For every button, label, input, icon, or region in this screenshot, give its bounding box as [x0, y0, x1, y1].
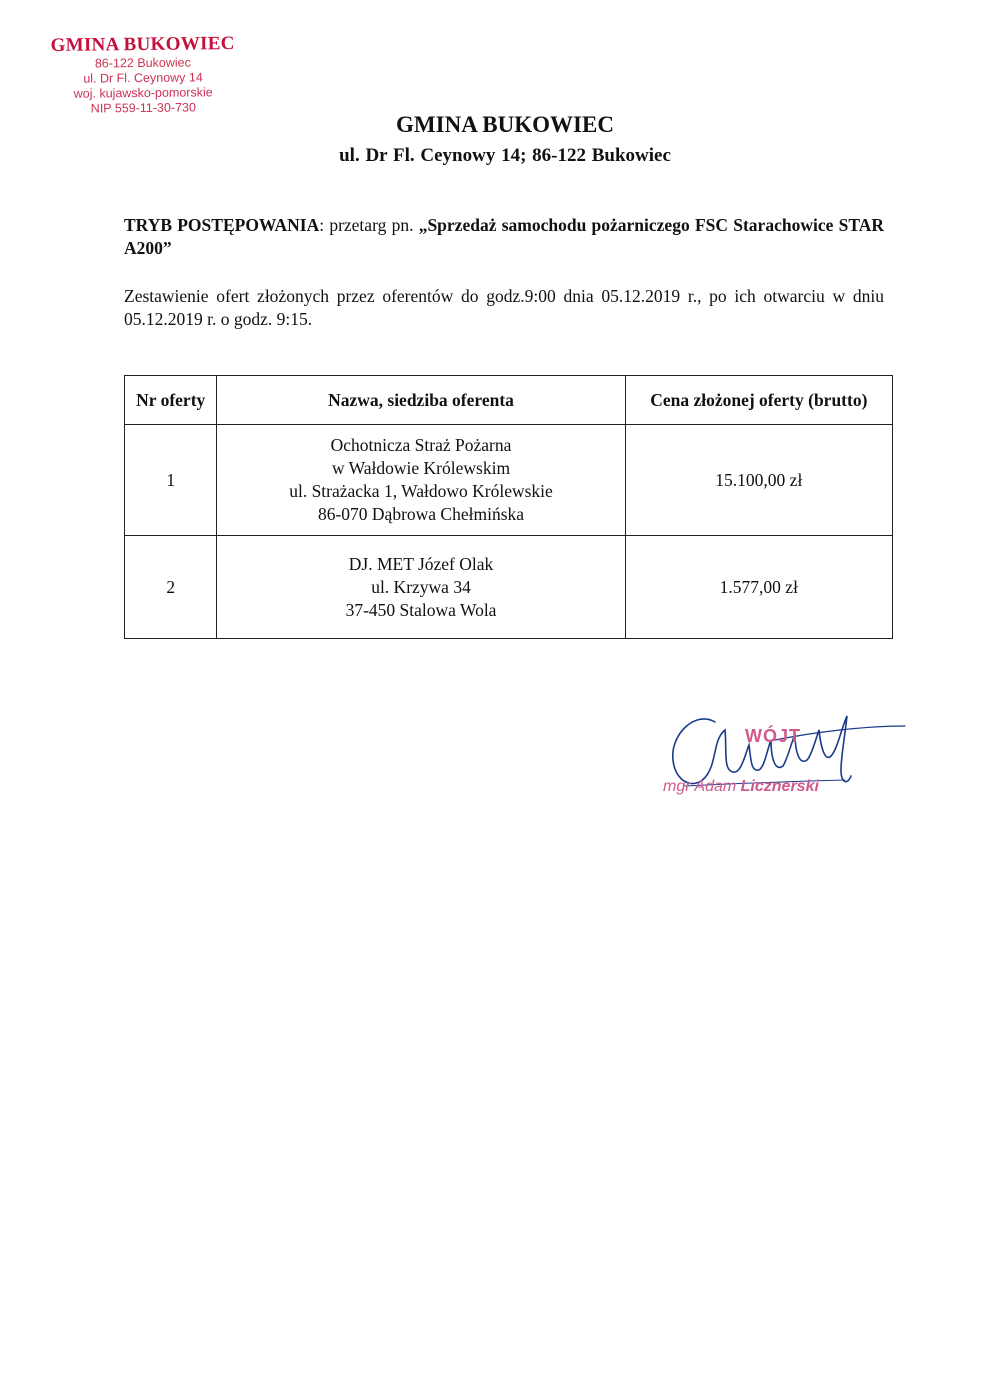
- bidder-line: ul. Krzywa 34: [371, 576, 471, 597]
- bidder-details: [217, 425, 625, 536]
- procedure-text: : przetarg pn.: [319, 215, 419, 235]
- summary-paragraph: Zestawienie ofert złożonych przez oferentów do godz.9:00 dnia 05.12.2019 r., po ich otwarciu w dniu 05.12.2019 r. o godz. 9:15.: [124, 286, 884, 329]
- document-address: ul. Dr Fl. Ceynowy 14; 86-122 Bukowiec: [339, 145, 671, 166]
- stamp-line-nip: NIP 559-11-30-730: [90, 100, 196, 116]
- procedure-paragraph: [124, 214, 884, 260]
- bidder-line: 37-450 Stalowa Wola: [345, 599, 497, 620]
- signature-name-prefix: mgr Adam: [663, 778, 741, 795]
- signature-block: [655, 700, 915, 810]
- stamp-line-postal: 86-122 Bukowiec: [94, 55, 191, 71]
- procedure-label: TRYB POSTĘPOWANIA: [124, 215, 320, 235]
- stamp-name: GMINA BUKOWIEC: [50, 33, 235, 56]
- bidder-line: Ochotnicza Straż Pożarna: [330, 435, 512, 455]
- header-offer-price: Cena złożonej oferty (brutto): [625, 376, 892, 425]
- document-title: GMINA BUKOWIEC: [396, 112, 614, 137]
- offers-table: [124, 375, 893, 639]
- stamp-line-street: ul. Dr Fl. Ceynowy 14: [83, 70, 203, 86]
- signature-surname: Licznerski: [740, 778, 819, 795]
- office-stamp: [38, 33, 249, 117]
- bidder-line: ul. Strażacka 1, Wałdowo Królewskie: [289, 481, 553, 501]
- signature-name: [663, 778, 819, 796]
- bidder-line: 86-070 Dąbrowa Chełmińska: [317, 504, 525, 524]
- header-offer-number: Nr oferty: [125, 376, 217, 425]
- bidder-line: w Wałdowie Królewskim: [331, 458, 511, 478]
- offer-price: 15.100,00 zł: [625, 425, 892, 536]
- offer-number: 1: [125, 425, 217, 536]
- header-bidder-name: Nazwa, siedziba oferenta: [217, 376, 625, 425]
- table-row: [125, 536, 893, 639]
- offer-number: 2: [125, 536, 217, 639]
- signature-title: WÓJT: [745, 726, 801, 746]
- bidder-details: [217, 536, 625, 639]
- table-header-row: [125, 376, 893, 425]
- table-row: [125, 425, 893, 536]
- stamp-line-voivodeship: woj. kujawsko-pomorskie: [73, 85, 213, 101]
- offer-price: 1.577,00 zł: [625, 536, 892, 639]
- bidder-line: DJ. MET Józef Olak: [348, 553, 494, 574]
- procedure-subject: „Sprzedaż samochodu pożarniczego FSC Starachowice STAR A200”: [124, 215, 884, 258]
